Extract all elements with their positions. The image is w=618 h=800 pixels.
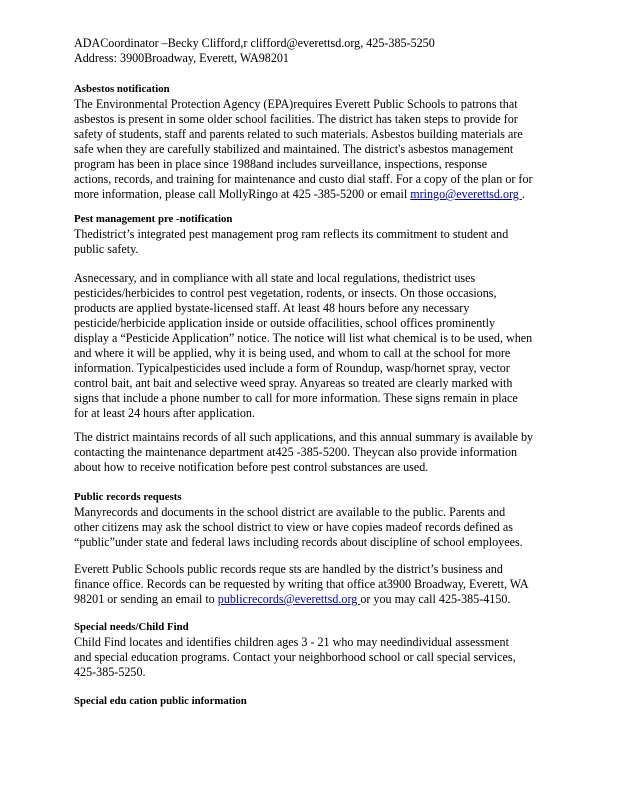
paragraph-line: The district maintains records of all such applications, and this annual summary is available by [74, 430, 534, 444]
paragraph-line: information. Typicalpesticides used include a form of Roundup, wasp/hornet spray, vector [74, 361, 510, 375]
text-segment: 98201 or sending an email to [74, 592, 218, 606]
pest-section [74, 212, 552, 257]
asbestos-heading: Asbestos notification [74, 83, 170, 95]
paragraph-line: Manyrecords and documents in the school district are available to the public. Parents and [74, 505, 506, 519]
paragraph-line: program has been in place since 1988and includes surveillance, inspections, response [74, 157, 488, 171]
text-segment: . [521, 187, 525, 201]
records-handling-paragraph [74, 562, 552, 607]
paragraph-line: Asnecessary, and in compliance with all state and local regulations, thedistrict uses [74, 271, 476, 285]
paragraph-line: pesticide/herbicide application inside or outside offacilities, school offices prominently [74, 316, 496, 330]
paragraph-line: about how to receive notification before pest control substances are used. [74, 460, 429, 474]
text-segment: or you may call 425-385-4150. [360, 592, 511, 606]
paragraph-line: actions, records, and training for maintenance and custo dial staff. For a copy of the plan or for [74, 172, 533, 186]
paragraph-line: display a “Pesticide Application” notice. The notice will list what chemical is to be used, when [74, 331, 533, 345]
paragraph-line: other citizens may ask the school district to view or have copies madeof records defined as [74, 520, 513, 534]
paragraph-line: public safety. [74, 242, 139, 256]
paragraph-line: contacting the maintenance department at425 -385-5200. Theycan also provide information [74, 445, 518, 459]
contact-block [74, 36, 552, 66]
special-ed-heading: Special edu cation public information [74, 695, 247, 707]
asbestos-email-link[interactable]: mringo@everettsd.org [410, 187, 522, 201]
public-records-heading: Public records requests [74, 491, 182, 503]
paragraph-line: and special education programs. Contact your neighborhood school or call special services, [74, 650, 516, 664]
child-find-heading: Special needs/Child Find [74, 621, 189, 633]
paragraph-line: safety of students, staff and parents related to such materials. Asbestos building materials are [74, 127, 523, 141]
paragraph-line: control bait, ant bait and selective weed spray. Anyareas so treated are clearly marked with [74, 376, 513, 390]
paragraph-line [74, 187, 552, 202]
public-records-email-link[interactable]: publicrecords@everettsd.org [217, 592, 361, 606]
pest-application-paragraph [74, 271, 552, 421]
special-ed-section [74, 694, 552, 709]
paragraph-line: “public”under state and federal laws including records about discipline of school employees. [74, 535, 523, 549]
paragraph-line: safe when they are carefully stabilized and maintained. The district's asbestos management [74, 142, 514, 156]
paragraph-line: products are applied bystate-licensed staff. At least 48 hours before any necessary [74, 301, 470, 315]
paragraph-line: The Environmental Protection Agency (EPA)requires Everett Public Schools to patrons that [74, 97, 518, 111]
child-find-section [74, 620, 552, 680]
paragraph-line: finance office. Records can be requested by writing that office at3900 Broadway, Everett, WA [74, 577, 529, 591]
coordinator-line: ADACoordinator –Becky Clifford,r clifford@everettsd.org, 425-385-5250 [74, 36, 435, 50]
asbestos-section [74, 82, 552, 202]
text-segment: more information, please call MollyRingo at 425 -385-5200 or email [74, 187, 411, 201]
paragraph-line: pesticides/herbicides to control pest vegetation, rodents, or insects. On those occasions, [74, 286, 497, 300]
paragraph-line: signs that include a phone number to call for more information. These signs remain in place [74, 391, 518, 405]
paragraph-line: 425-385-5250. [74, 665, 146, 679]
paragraph-line: for at least 24 hours after application. [74, 406, 256, 420]
pest-summary-paragraph [74, 430, 552, 475]
pest-heading: Pest management pre -notification [74, 213, 233, 225]
paragraph-line: asbestos is present in some older school facilities. The district has taken steps to provide for [74, 112, 518, 126]
paragraph-line [74, 592, 552, 607]
paragraph-line: and where it will be applied, why it is being used, and whom to call at the school for more [74, 346, 511, 360]
asbestos-paragraph [74, 97, 552, 202]
paragraph-line: Thedistrict’s integrated pest management prog ram reflects its commitment to student and [74, 227, 509, 241]
paragraph-line: Child Find locates and identifies children ages 3 - 21 who may needindividual assessment [74, 635, 509, 649]
address-line: Address: 3900Broadway, Everett, WA98201 [74, 51, 289, 65]
paragraph-line: Everett Public Schools public records reque sts are handled by the district’s business and [74, 562, 503, 576]
public-records-section [74, 490, 552, 550]
